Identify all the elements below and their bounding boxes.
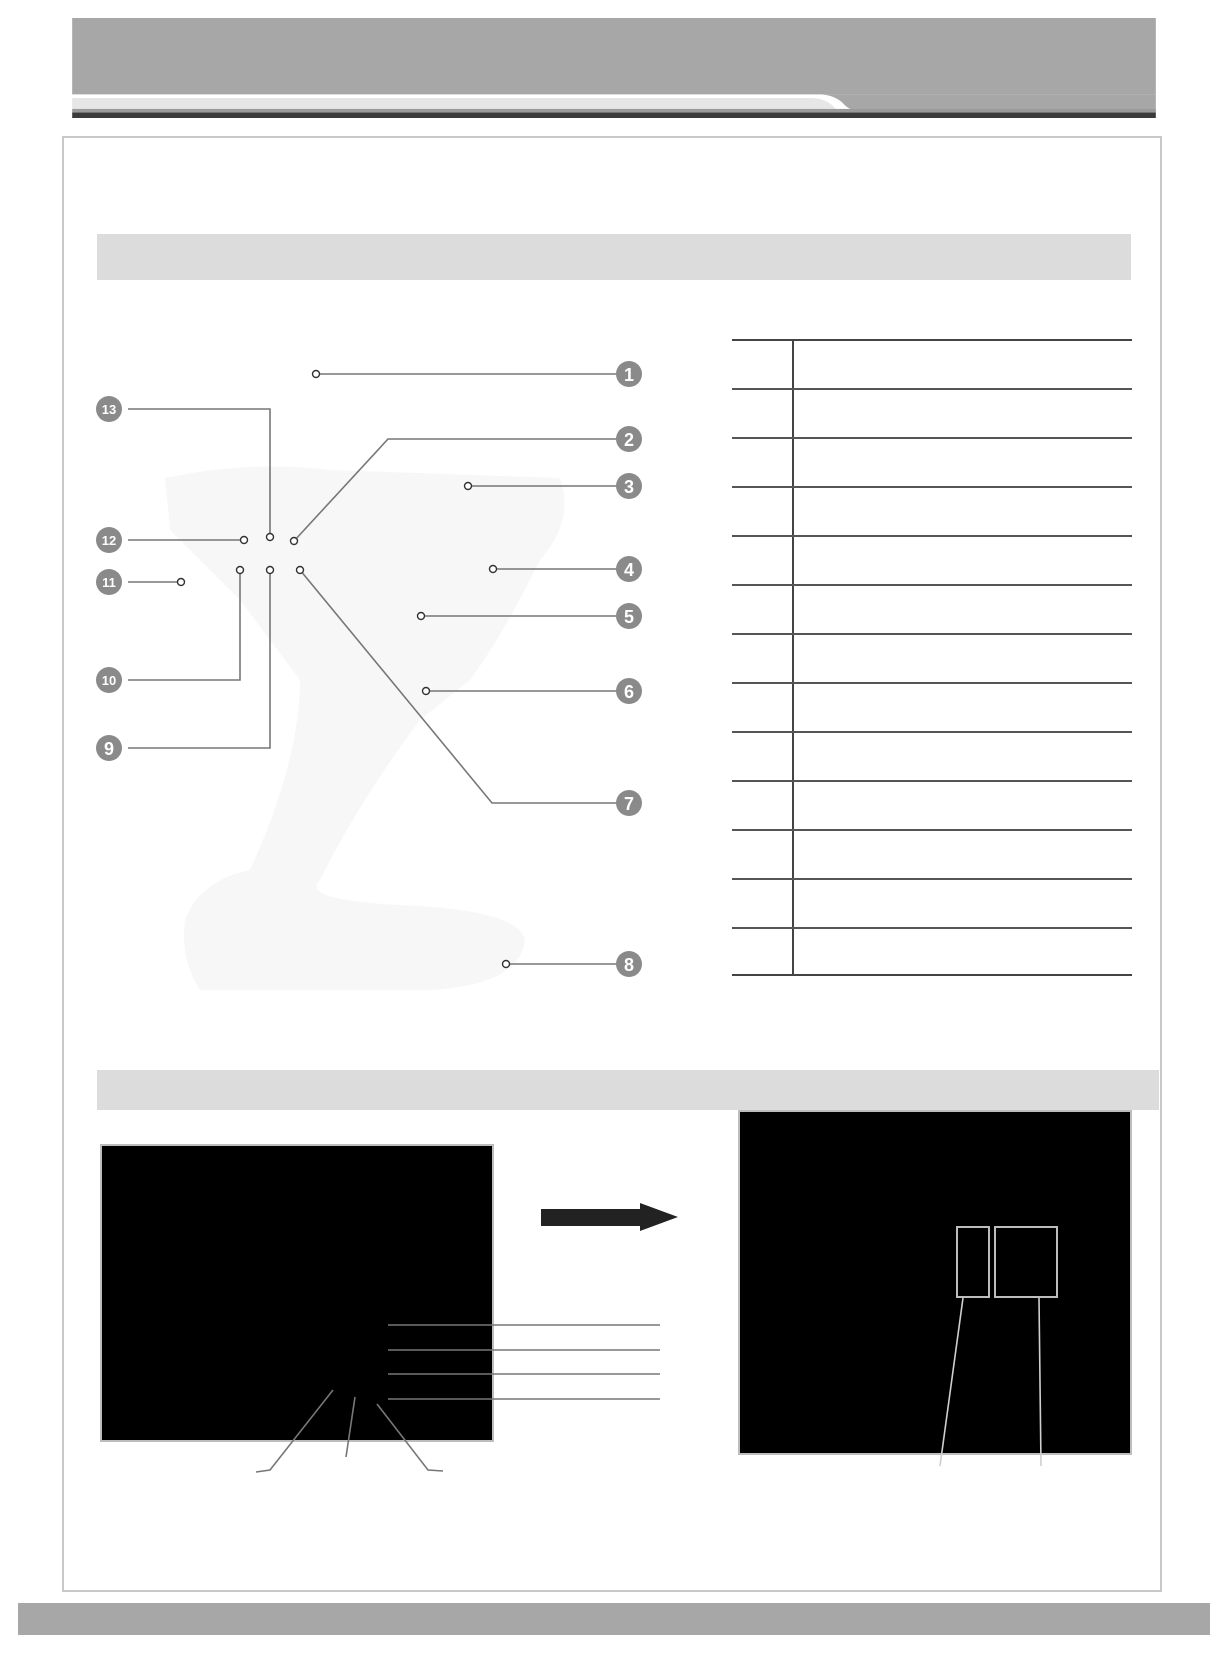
page-footer-band (18, 1603, 1210, 1635)
callout-3 (616, 473, 642, 499)
svg-text:11: 11 (102, 575, 116, 590)
svg-text:9: 9 (103, 739, 115, 759)
callout-4 (616, 556, 642, 582)
callout-13 (96, 396, 122, 422)
svg-text:12: 12 (101, 533, 117, 548)
svg-text:4: 4 (623, 560, 635, 580)
callout-7 (616, 790, 642, 816)
svg-text:10: 10 (101, 673, 117, 688)
callout-1 (616, 361, 642, 387)
right-screen-highlights (940, 1227, 1057, 1466)
callout-8 (616, 951, 642, 977)
callout-2 (616, 426, 642, 452)
right-arrow-icon (541, 1203, 678, 1231)
callout-5 (616, 603, 642, 629)
callout-9 (96, 735, 122, 761)
svg-text:5: 5 (623, 607, 635, 627)
svg-text:13: 13 (101, 402, 117, 417)
callout-11 (96, 569, 122, 595)
callout-10 (96, 667, 122, 693)
device-silhouette (165, 466, 565, 990)
svg-text:6: 6 (623, 682, 635, 702)
callout-12 (96, 527, 122, 553)
left-screen-pointers (256, 1325, 660, 1472)
svg-text:3: 3 (623, 477, 635, 497)
svg-text:8: 8 (623, 955, 635, 975)
svg-text:1: 1 (623, 365, 635, 385)
svg-text:2: 2 (623, 430, 635, 450)
svg-text:7: 7 (623, 794, 635, 814)
callout-6 (616, 678, 642, 704)
